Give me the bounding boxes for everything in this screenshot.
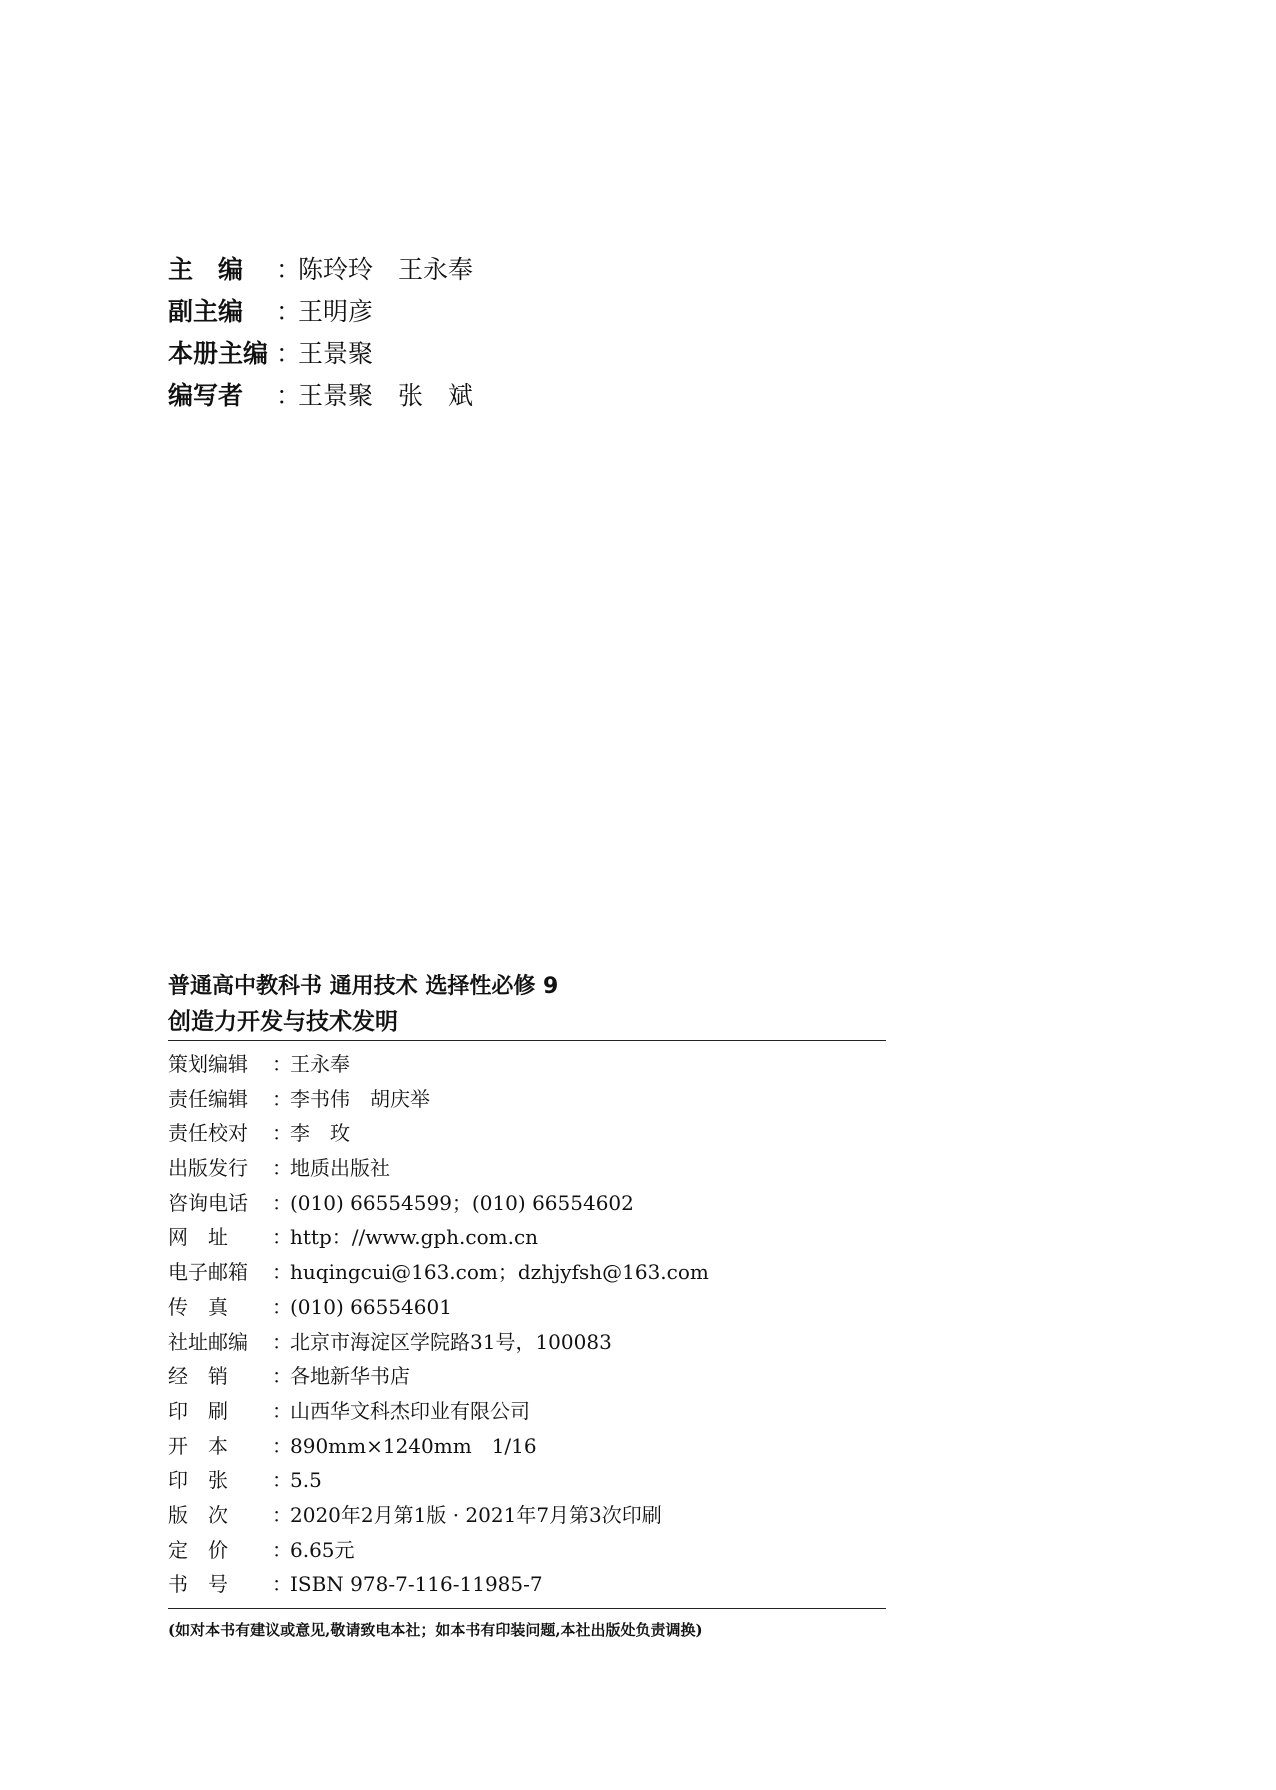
info-value: 各地新华书店 <box>290 1364 410 1389</box>
info-label: 传 真 <box>168 1294 228 1319</box>
info-value: 2020年2月第1版 · 2021年7月第3次印刷 <box>290 1502 662 1527</box>
info-row <box>168 1220 886 1255</box>
editor-row-volume <box>168 334 473 376</box>
info-value: ISBN 978-7-116-11985-7 <box>290 1572 543 1597</box>
info-value: http：//www.gph.com.cn <box>290 1225 539 1250</box>
colon-separator: ： <box>272 1468 292 1493</box>
info-row <box>168 1255 886 1290</box>
info-label: 印 刷 <box>168 1398 228 1423</box>
publication-info-list <box>168 1041 886 1608</box>
info-value: 李书伟 胡庆举 <box>290 1086 430 1111</box>
colon-separator: ： <box>276 297 302 326</box>
info-value: 李 玫 <box>290 1121 350 1146</box>
info-value: 山西华文科杰印业有限公司 <box>290 1398 530 1423</box>
info-row <box>168 1290 886 1325</box>
colon-separator: ： <box>276 255 302 284</box>
colon-separator: ： <box>272 1121 292 1146</box>
info-label: 网 址 <box>168 1225 228 1250</box>
colon-separator: ： <box>272 1364 292 1389</box>
info-label: 版 次 <box>168 1502 228 1527</box>
info-label: 开 本 <box>168 1433 228 1458</box>
editor-value: 王景聚 张 斌 <box>298 381 474 410</box>
info-value: (010) 66554601 <box>290 1294 452 1319</box>
info-label: 印 张 <box>168 1468 228 1493</box>
info-value: 王永奉 <box>290 1052 350 1076</box>
footnote: (如对本书有建议或意见,敬请致电本社；如本书有印装问题,本社出版处负责调换) <box>168 1621 703 1639</box>
editor-value: 王明彦 <box>298 297 374 326</box>
book-title: 创造力开发与技术发明 <box>168 1009 398 1035</box>
bottom-divider <box>168 1608 886 1609</box>
colon-separator: ： <box>272 1225 292 1250</box>
info-value: 北京市海淀区学院路31号，100083 <box>290 1329 612 1354</box>
colon-separator: ： <box>272 1433 292 1458</box>
info-label: 社址邮编 <box>168 1329 248 1354</box>
info-row <box>168 1082 886 1117</box>
info-value: (010) 66554599；(010) 66554602 <box>290 1190 634 1215</box>
info-row <box>168 1359 886 1394</box>
colon-separator: ： <box>272 1190 292 1215</box>
info-row <box>168 1498 886 1533</box>
editor-value: 王景聚 <box>298 339 374 368</box>
editor-label: 编写者 <box>168 381 244 410</box>
info-label: 出版发行 <box>168 1156 248 1181</box>
info-value: 5.5 <box>290 1468 322 1493</box>
editor-value: 陈玲玲 王永奉 <box>298 255 474 284</box>
colon-separator: ： <box>272 1329 292 1354</box>
info-row <box>168 1116 886 1151</box>
info-row <box>168 1047 886 1082</box>
info-value: 地质出版社 <box>290 1156 390 1181</box>
info-value: huqingcui@163.com；dzhjyfsh@163.com <box>290 1260 709 1285</box>
editor-label: 本册主编 <box>168 339 269 368</box>
info-label: 电子邮箱 <box>168 1260 248 1285</box>
colon-separator: ： <box>272 1294 292 1319</box>
info-label: 策划编辑 <box>168 1052 248 1076</box>
colon-separator: ： <box>272 1086 292 1111</box>
info-value: 890mm×1240mm 1/16 <box>290 1433 537 1458</box>
info-row <box>168 1533 886 1568</box>
info-row <box>168 1394 886 1429</box>
series-line: 普通高中教科书 通用技术 选择性必修 9 <box>168 974 559 999</box>
copyright-block <box>168 970 886 1640</box>
colon-separator: ： <box>276 339 302 368</box>
info-label: 书 号 <box>168 1572 228 1597</box>
info-row <box>168 1325 886 1360</box>
colon-separator: ： <box>272 1260 292 1285</box>
colon-separator: ： <box>272 1502 292 1527</box>
editor-credits <box>168 250 473 418</box>
info-label: 咨询电话 <box>168 1190 248 1215</box>
info-label: 定 价 <box>168 1537 228 1562</box>
info-label: 经 销 <box>168 1364 228 1389</box>
editor-row-writers <box>168 376 473 418</box>
editor-label: 副主编 <box>168 297 244 326</box>
colon-separator: ： <box>276 381 302 410</box>
info-value: 6.65元 <box>290 1537 355 1562</box>
editor-row-chief <box>168 250 473 292</box>
editor-row-deputy <box>168 292 473 334</box>
colon-separator: ： <box>272 1537 292 1562</box>
info-label: 责任编辑 <box>168 1086 248 1111</box>
info-label: 责任校对 <box>168 1121 248 1146</box>
info-row <box>168 1463 886 1498</box>
editor-label: 主 编 <box>168 255 244 284</box>
colon-separator: ： <box>272 1052 292 1076</box>
info-row <box>168 1186 886 1221</box>
colon-separator: ： <box>272 1156 292 1181</box>
info-row <box>168 1151 886 1186</box>
colon-separator: ： <box>272 1398 292 1423</box>
colon-separator: ： <box>272 1572 292 1597</box>
info-row <box>168 1429 886 1464</box>
info-row <box>168 1567 886 1602</box>
